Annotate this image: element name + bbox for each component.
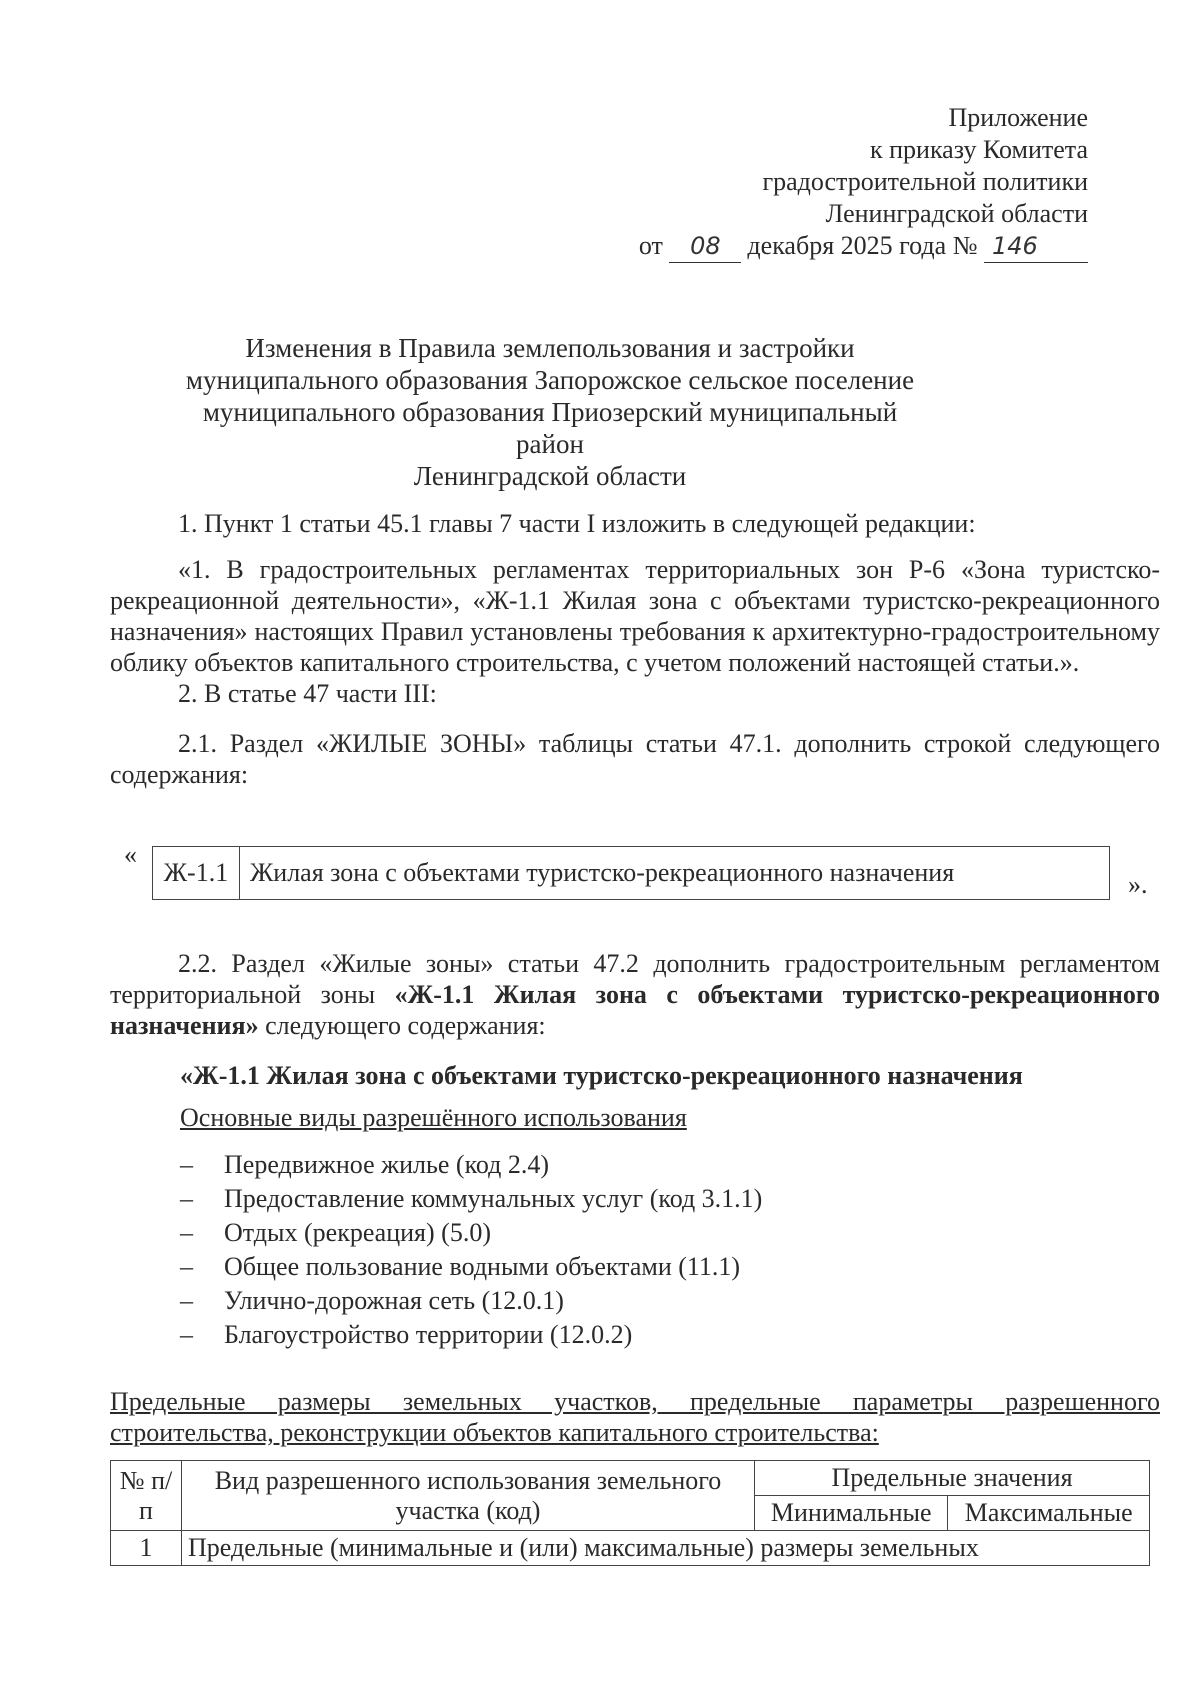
- list-item: [180, 1216, 762, 1250]
- header-line: градостроительной политики: [762, 167, 1088, 196]
- table-row: [111, 1531, 1150, 1566]
- title-line: Изменения в Правила землепользования и застройки: [245, 333, 855, 363]
- paragraph-text: 2.2. Раздел «Жилые зоны» статьи 47.2 дополнить градостроительным регламентом территориальной зоны: [110, 949, 1160, 1009]
- appendix-header: [639, 102, 1088, 263]
- handwritten-day: 08: [669, 230, 741, 263]
- header-cell-number: № п/п: [111, 1461, 182, 1531]
- date-rest: декабря 2025 года №: [747, 231, 978, 260]
- dash-bullet: –: [180, 1184, 193, 1213]
- zone-regulation-title: «Ж-1.1 Жилая зона с объектами туристско-рекреационного назначения: [180, 1061, 1023, 1090]
- dash-bullet: –: [180, 1286, 193, 1315]
- list-item: [180, 1148, 762, 1182]
- main-uses-heading: Основные виды разрешённого использования: [180, 1103, 687, 1132]
- dash-bullet: –: [180, 1150, 193, 1179]
- paragraph-1-quote: «1. В градостроительных регламентах территориальных зон Р-6 «Зона туристско-рекреационной деятельности», «Ж-1.1 Жилая зона с объектами туристско-рекреационного назначения» настоящих Правил установлены требования к архитектурно-градостроительному облику объектов капитального строительства, с учетом положений настоящей статьи.».: [110, 555, 1160, 677]
- table-row: [153, 847, 1110, 900]
- list-item-text: Передвижное жилье (код 2.4): [224, 1150, 550, 1179]
- list-item: [180, 1318, 762, 1352]
- parameters-table: [110, 1460, 1150, 1566]
- header-line: Ленинградской области: [825, 199, 1088, 228]
- list-item: [180, 1250, 762, 1284]
- paragraph-text: следующего содержания:: [258, 1011, 546, 1040]
- paragraph-2-2: [110, 948, 1160, 1041]
- dash-bullet: –: [180, 1320, 193, 1349]
- row-text-cell: Предельные (минимальные и (или) максимальные) размеры земельных: [182, 1531, 1150, 1566]
- close-quote: ».: [1128, 870, 1148, 899]
- zone-code-cell: Ж-1.1: [153, 847, 240, 900]
- limits-heading: Предельные размеры земельных участков, предельные параметры разрешенного строительства, реконструкции объектов капитального строительства:: [110, 1387, 1160, 1447]
- dash-bullet: –: [180, 1252, 193, 1281]
- paragraph-2-1: 2.1. Раздел «ЖИЛЫЕ ЗОНЫ» таблицы статьи 47.1. дополнить строкой следующего содержания:: [110, 729, 1160, 789]
- header-cell-limits: Предельные значения: [755, 1461, 1150, 1496]
- date-prefix: от: [638, 231, 663, 260]
- list-item: [180, 1182, 762, 1216]
- dash-bullet: –: [180, 1218, 193, 1247]
- table-header-row: [111, 1461, 1150, 1496]
- header-date-line: [639, 230, 1088, 263]
- title-line: муниципального образования Запорожское сельское поселение: [185, 365, 915, 395]
- title-line: Ленинградской области: [413, 461, 687, 491]
- document-title: [180, 332, 920, 492]
- list-item-text: Отдых (рекреация) (5.0): [224, 1218, 491, 1247]
- zone-table-block: [120, 838, 1160, 918]
- list-item-text: Благоустройство территории (12.0.2): [224, 1320, 633, 1349]
- main-uses-list: [180, 1148, 762, 1352]
- header-line: к приказу Комитета: [869, 135, 1088, 164]
- paragraph-2: 2. В статье 47 части III:: [178, 679, 437, 708]
- list-item-text: Улично-дорожная сеть (12.0.1): [224, 1286, 564, 1315]
- list-item-text: Общее пользование водными объектами (11.1): [224, 1252, 741, 1281]
- title-line: муниципального образования Приозерский муниципальный район: [202, 397, 898, 459]
- paragraph-bold-text: «Ж-1.1 Жилая зона с объектами туристско-рекреационного назначения»: [110, 980, 1160, 1040]
- paragraph-1: 1. Пункт 1 статьи 45.1 главы 7 части I изложить в следующей редакции:: [178, 509, 976, 538]
- open-quote: «: [124, 840, 137, 869]
- handwritten-order-number: 146: [984, 230, 1088, 263]
- zone-table: [152, 846, 1110, 900]
- row-number-cell: 1: [111, 1531, 182, 1566]
- header-cell-max: Максимальные: [948, 1496, 1150, 1531]
- list-item: [180, 1284, 762, 1318]
- header-line: Приложение: [948, 103, 1088, 132]
- zone-name-cell: Жилая зона с объектами туристско-рекреационного назначения: [240, 847, 1110, 900]
- header-cell-min: Минимальные: [755, 1496, 948, 1531]
- header-cell-kind: Вид разрешенного использования земельного участка (код): [182, 1461, 755, 1531]
- list-item-text: Предоставление коммунальных услуг (код 3.1.1): [224, 1184, 763, 1213]
